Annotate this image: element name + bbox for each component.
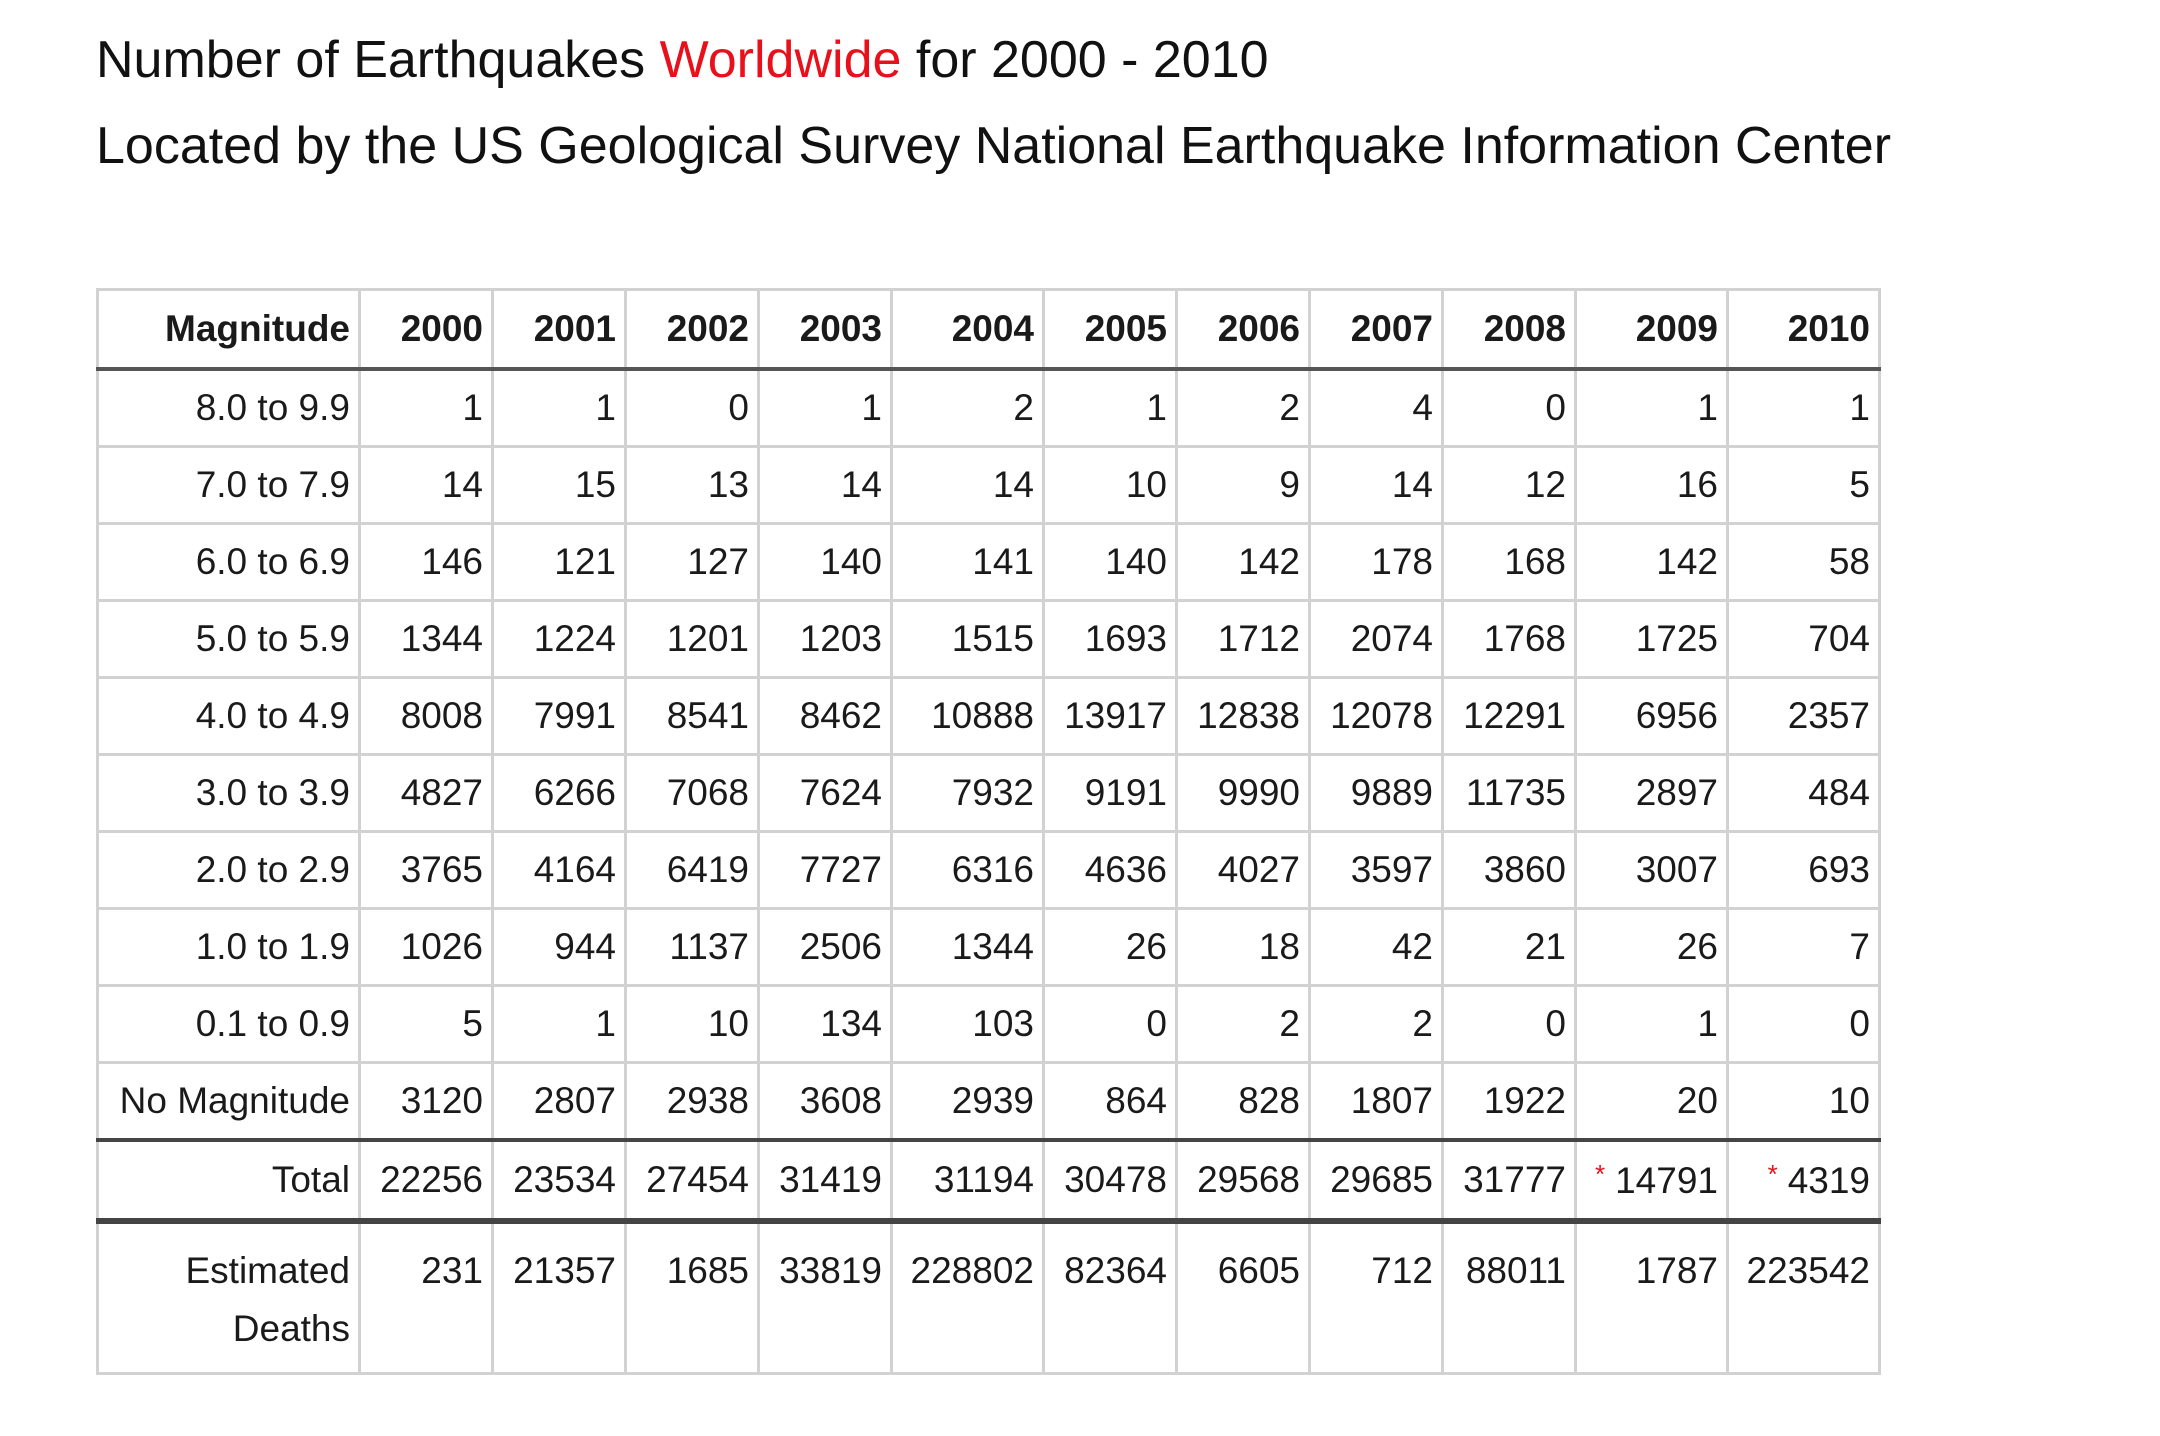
- table-row: [98, 909, 1880, 986]
- table-cell: 14: [759, 447, 892, 524]
- table-cell: 5: [1728, 447, 1880, 524]
- table-cell: 1201: [626, 601, 759, 678]
- asterisk-note-mark: *: [1594, 1158, 1606, 1189]
- deaths-label-line1: Estimated: [185, 1250, 350, 1291]
- table-cell: 944: [493, 909, 626, 986]
- table-cell: 1: [759, 369, 892, 447]
- table-cell: 8541: [626, 678, 759, 755]
- row-label: 3.0 to 3.9: [98, 755, 360, 832]
- table-cell: 12291: [1443, 678, 1576, 755]
- row-label: 4.0 to 4.9: [98, 678, 360, 755]
- table-cell: 484: [1728, 755, 1880, 832]
- table-cell: 103: [892, 986, 1044, 1063]
- table-cell: 0: [1728, 986, 1880, 1063]
- table-cell: 4164: [493, 832, 626, 909]
- row-label: 6.0 to 6.9: [98, 524, 360, 601]
- table-cell: 1922: [1443, 1063, 1576, 1141]
- table-cell: 3120: [360, 1063, 493, 1141]
- deaths-cell: 1685: [626, 1221, 759, 1374]
- table-cell: 9889: [1310, 755, 1443, 832]
- table-cell: 141: [892, 524, 1044, 601]
- table-cell: 140: [1044, 524, 1177, 601]
- deaths-cell: 712: [1310, 1221, 1443, 1374]
- column-header-magnitude: Magnitude: [98, 290, 360, 370]
- total-label: Total: [98, 1140, 360, 1221]
- table-cell: 6266: [493, 755, 626, 832]
- table-cell: 9990: [1177, 755, 1310, 832]
- total-cell: 31419: [759, 1140, 892, 1221]
- title-prefix: Number of Earthquakes: [96, 31, 660, 89]
- table-cell: 1203: [759, 601, 892, 678]
- table-row: [98, 369, 1880, 447]
- table-cell: 6956: [1576, 678, 1728, 755]
- table-cell: 1344: [892, 909, 1044, 986]
- page-subtitle: Located by the US Geological Survey National Earthquake Information Center: [96, 117, 1892, 175]
- table-cell: 3860: [1443, 832, 1576, 909]
- table-row: [98, 1063, 1880, 1141]
- total-cell: 23534: [493, 1140, 626, 1221]
- table-cell: 7991: [493, 678, 626, 755]
- deaths-cell: 228802: [892, 1221, 1044, 1374]
- table-cell: 168: [1443, 524, 1576, 601]
- table-cell: 1725: [1576, 601, 1728, 678]
- table-cell: 16: [1576, 447, 1728, 524]
- table-cell: 10888: [892, 678, 1044, 755]
- deaths-cell: 82364: [1044, 1221, 1177, 1374]
- table-cell: 7624: [759, 755, 892, 832]
- table-cell: 1: [1728, 369, 1880, 447]
- column-header-year: 2002: [626, 290, 759, 370]
- table-cell: 9: [1177, 447, 1310, 524]
- table-row: [98, 601, 1880, 678]
- table-row: [98, 447, 1880, 524]
- row-label: No Magnitude: [98, 1063, 360, 1141]
- table-cell: 4636: [1044, 832, 1177, 909]
- table-cell: 1: [1576, 986, 1728, 1063]
- table-cell: 8008: [360, 678, 493, 755]
- table-cell: 0: [1443, 369, 1576, 447]
- table-cell: 1137: [626, 909, 759, 986]
- title-accent-word: Worldwide: [659, 31, 902, 89]
- table-cell: 142: [1576, 524, 1728, 601]
- table-cell: 12838: [1177, 678, 1310, 755]
- table-cell: 121: [493, 524, 626, 601]
- deaths-cell: 1787: [1576, 1221, 1728, 1374]
- deaths-row: [98, 1221, 1880, 1374]
- table-cell: 2: [1310, 986, 1443, 1063]
- total-cell: 27454: [626, 1140, 759, 1221]
- table-cell: 14: [892, 447, 1044, 524]
- table-cell: 13: [626, 447, 759, 524]
- table-cell: 14: [1310, 447, 1443, 524]
- table-cell: 140: [759, 524, 892, 601]
- table-cell: 21: [1443, 909, 1576, 986]
- total-cell: 31777: [1443, 1140, 1576, 1221]
- table-cell: 8462: [759, 678, 892, 755]
- row-label: 7.0 to 7.9: [98, 447, 360, 524]
- table-cell: 1693: [1044, 601, 1177, 678]
- table-cell: 693: [1728, 832, 1880, 909]
- table-cell: 11735: [1443, 755, 1576, 832]
- row-label: 1.0 to 1.9: [98, 909, 360, 986]
- table-cell: 7932: [892, 755, 1044, 832]
- table-cell: 0: [1044, 986, 1177, 1063]
- table-cell: 13917: [1044, 678, 1177, 755]
- table-cell: 10: [1044, 447, 1177, 524]
- deaths-cell: 33819: [759, 1221, 892, 1374]
- table-cell: 3608: [759, 1063, 892, 1141]
- earthquake-table: [96, 288, 1881, 1375]
- table-cell: 142: [1177, 524, 1310, 601]
- table-cell: 14: [360, 447, 493, 524]
- table-cell: 12: [1443, 447, 1576, 524]
- table-cell: 1: [1044, 369, 1177, 447]
- deaths-cell: 6605: [1177, 1221, 1310, 1374]
- table-cell: 1: [1576, 369, 1728, 447]
- table-cell: 1768: [1443, 601, 1576, 678]
- total-cell-partial: [1728, 1140, 1880, 1221]
- table-cell: 10: [626, 986, 759, 1063]
- column-header-year: 2003: [759, 290, 892, 370]
- table-cell: 134: [759, 986, 892, 1063]
- page-title: [96, 28, 1269, 92]
- table-cell: 704: [1728, 601, 1880, 678]
- column-header-year: 2000: [360, 290, 493, 370]
- table-cell: 2897: [1576, 755, 1728, 832]
- row-label: 5.0 to 5.9: [98, 601, 360, 678]
- table-cell: 1224: [493, 601, 626, 678]
- table-cell: 4827: [360, 755, 493, 832]
- table-cell: 26: [1044, 909, 1177, 986]
- table-header-row: [98, 290, 1880, 370]
- row-label: 8.0 to 9.9: [98, 369, 360, 447]
- total-value: 4319: [1787, 1159, 1870, 1201]
- column-header-year: 2001: [493, 290, 626, 370]
- total-cell: 31194: [892, 1140, 1044, 1221]
- table-cell: 1712: [1177, 601, 1310, 678]
- table-cell: 5: [360, 986, 493, 1063]
- total-row: [98, 1140, 1880, 1221]
- row-label: 2.0 to 2.9: [98, 832, 360, 909]
- table-cell: 2938: [626, 1063, 759, 1141]
- table-cell: 2: [1177, 986, 1310, 1063]
- table-cell: 0: [1443, 986, 1576, 1063]
- table-cell: 2807: [493, 1063, 626, 1141]
- table-cell: 146: [360, 524, 493, 601]
- column-header-year: 2005: [1044, 290, 1177, 370]
- table-cell: 2506: [759, 909, 892, 986]
- total-cell: 29568: [1177, 1140, 1310, 1221]
- table-cell: 4: [1310, 369, 1443, 447]
- table-row: [98, 678, 1880, 755]
- table-cell: 1: [493, 369, 626, 447]
- row-label: 0.1 to 0.9: [98, 986, 360, 1063]
- column-header-year: 2006: [1177, 290, 1310, 370]
- table-cell: 26: [1576, 909, 1728, 986]
- deaths-label: [98, 1221, 360, 1374]
- total-cell-partial: [1576, 1140, 1728, 1221]
- deaths-cell: 231: [360, 1221, 493, 1374]
- table-cell: 178: [1310, 524, 1443, 601]
- table-cell: 2074: [1310, 601, 1443, 678]
- table-cell: 12078: [1310, 678, 1443, 755]
- table-cell: 18: [1177, 909, 1310, 986]
- title-suffix: for 2000 - 2010: [901, 31, 1269, 89]
- table-cell: 7: [1728, 909, 1880, 986]
- table-cell: 2357: [1728, 678, 1880, 755]
- table-cell: 9191: [1044, 755, 1177, 832]
- total-cell: 30478: [1044, 1140, 1177, 1221]
- table-cell: 2: [892, 369, 1044, 447]
- deaths-cell: 223542: [1728, 1221, 1880, 1374]
- table-cell: 7068: [626, 755, 759, 832]
- table-cell: 2939: [892, 1063, 1044, 1141]
- table-cell: 1026: [360, 909, 493, 986]
- table-cell: 42: [1310, 909, 1443, 986]
- table-cell: 3765: [360, 832, 493, 909]
- asterisk-note-mark: *: [1767, 1158, 1778, 1189]
- table-row: [98, 832, 1880, 909]
- column-header-year: 2010: [1728, 290, 1880, 370]
- table-cell: 1344: [360, 601, 493, 678]
- table-cell: 3007: [1576, 832, 1728, 909]
- table-cell: 6316: [892, 832, 1044, 909]
- table-cell: 1: [493, 986, 626, 1063]
- table-cell: 1515: [892, 601, 1044, 678]
- table-cell: 20: [1576, 1063, 1728, 1141]
- table-cell: 10: [1728, 1063, 1880, 1141]
- table-cell: 127: [626, 524, 759, 601]
- deaths-cell: 88011: [1443, 1221, 1576, 1374]
- column-header-year: 2009: [1576, 290, 1728, 370]
- table-cell: 864: [1044, 1063, 1177, 1141]
- total-cell: 22256: [360, 1140, 493, 1221]
- table-cell: 2: [1177, 369, 1310, 447]
- table-cell: 4027: [1177, 832, 1310, 909]
- table-cell: 828: [1177, 1063, 1310, 1141]
- column-header-year: 2004: [892, 290, 1044, 370]
- table-cell: 3597: [1310, 832, 1443, 909]
- column-header-year: 2007: [1310, 290, 1443, 370]
- table-cell: 1807: [1310, 1063, 1443, 1141]
- table-cell: 7727: [759, 832, 892, 909]
- table-cell: 58: [1728, 524, 1880, 601]
- deaths-label-line2: Deaths: [232, 1308, 350, 1349]
- table-cell: 15: [493, 447, 626, 524]
- deaths-cell: 21357: [493, 1221, 626, 1374]
- table-row: [98, 524, 1880, 601]
- table-row: [98, 755, 1880, 832]
- table-cell: 6419: [626, 832, 759, 909]
- column-header-year: 2008: [1443, 290, 1576, 370]
- table-cell: 0: [626, 369, 759, 447]
- total-cell: 29685: [1310, 1140, 1443, 1221]
- table-row: [98, 986, 1880, 1063]
- total-value: 14791: [1615, 1159, 1718, 1201]
- table-cell: 1: [360, 369, 493, 447]
